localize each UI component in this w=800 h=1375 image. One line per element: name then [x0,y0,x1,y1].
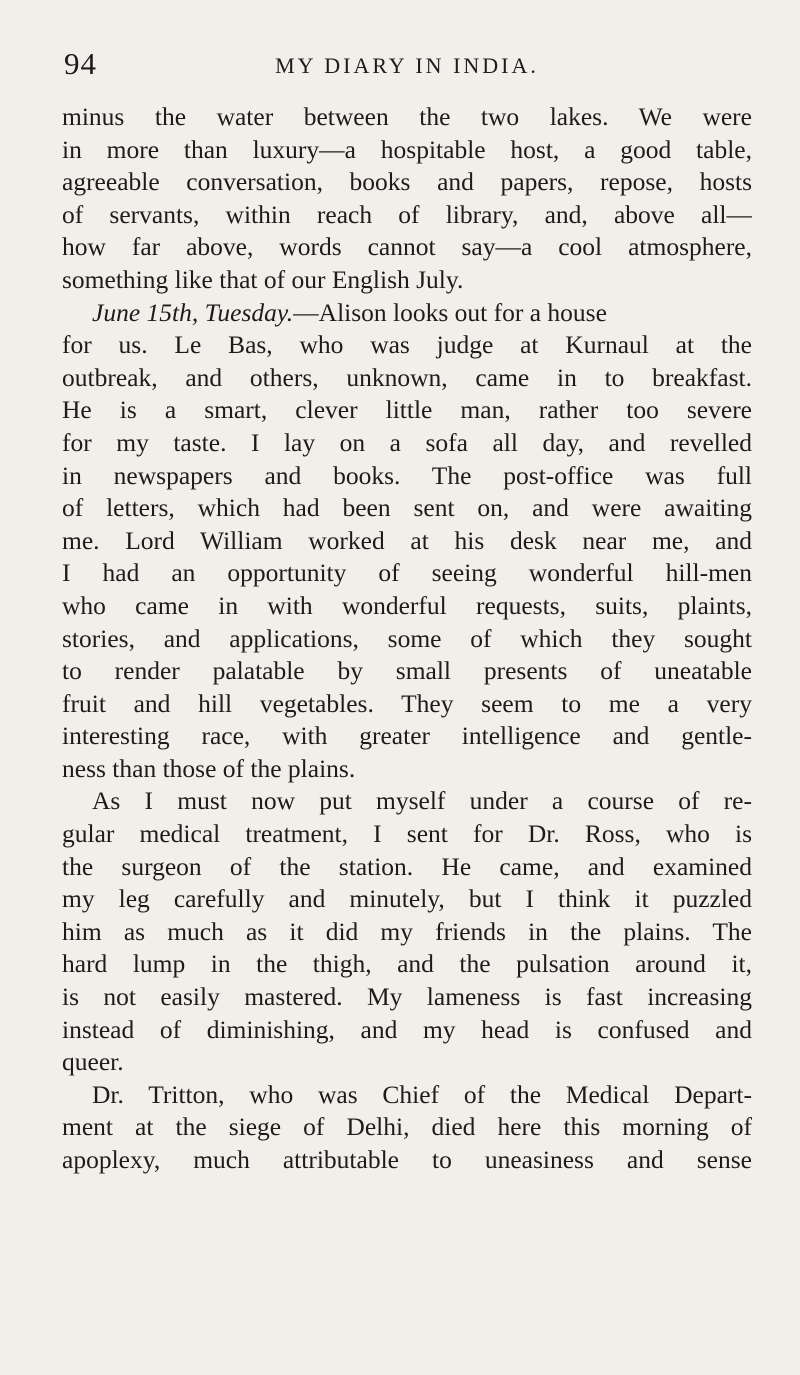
text-line: hard lump in the thigh, and the pulsation around it, [62,949,752,979]
entry-text: —Alison looks out for a house [293,297,607,327]
body-text [62,101,752,1177]
text-line: He is a smart, clever little man, rather too severe [62,395,752,425]
text-line: the surgeon of the station. He came, and examined [62,851,752,881]
text-line: for us. Le Bas, who was judge at Kurnaul at the [62,330,752,360]
text-line: queer. [62,1047,124,1077]
text-line: Dr. Tritton, who was Chief of the Medical Depart- [92,1079,752,1109]
text-line: ment at the siege of Delhi, died here this morning of [62,1112,752,1142]
text-line: minus the water between the two lakes. We were [62,102,752,131]
text-line: As I must now put myself under a course of re- [92,786,752,816]
text-line: in newspapers and books. The post-office was full [62,460,752,490]
text-line: of letters, which had been sent on, and were awaiting [62,493,752,523]
text-line: interesting race, with greater intelligence and gentle- [62,721,752,751]
text-line: him as much as it did my friends in the plains. The [62,916,752,946]
text-line: for my taste. I lay on a sofa all day, and revelled [62,427,752,457]
text-line: outbreak, and others, unknown, came in to breakfast. [62,362,752,392]
text-line: apoplexy, much attributable to uneasiness and sense [62,1145,752,1174]
text-line: something like that of our English July. [62,264,464,294]
entry-date: June 15th, Tuesday. [92,297,294,327]
text-line: stories, and applications, some of which they sought [62,623,752,653]
text-line: who came in with wonderful requests, suits, plaints, [62,590,752,620]
text-line: of servants, within reach of library, and, above all— [62,199,752,229]
text-line: gular medical treatment, I sent for Dr. Ross, who is [62,819,752,849]
text-line: in more than luxury—a hospitable host, a good table, [62,134,752,164]
text-line: me. Lord William worked at his desk near me, and [62,525,752,555]
text-line: fruit and hill vegetables. They seem to me a very [62,688,752,718]
text-line: to render palatable by small presents of uneatable [62,656,752,686]
text-line: I had an opportunity of seeing wonderful hill-men [62,558,752,588]
page-number: 94 [64,46,97,81]
text-line: my leg carefully and minutely, but I think it puzzled [62,884,752,914]
text-line: how far above, words cannot say—a cool atmosphere, [62,232,752,262]
text-line: instead of diminishing, and my head is confused and [62,1014,752,1044]
text-line: ness than those of the plains. [62,753,356,783]
running-head [64,44,750,84]
running-title: MY DIARY IN INDIA. [275,53,539,78]
diary-entry-line [62,297,752,330]
text-line: is not easily mastered. My lameness is fast increasing [62,982,752,1012]
text-line: agreeable conversation, books and papers, repose, hosts [62,167,752,197]
